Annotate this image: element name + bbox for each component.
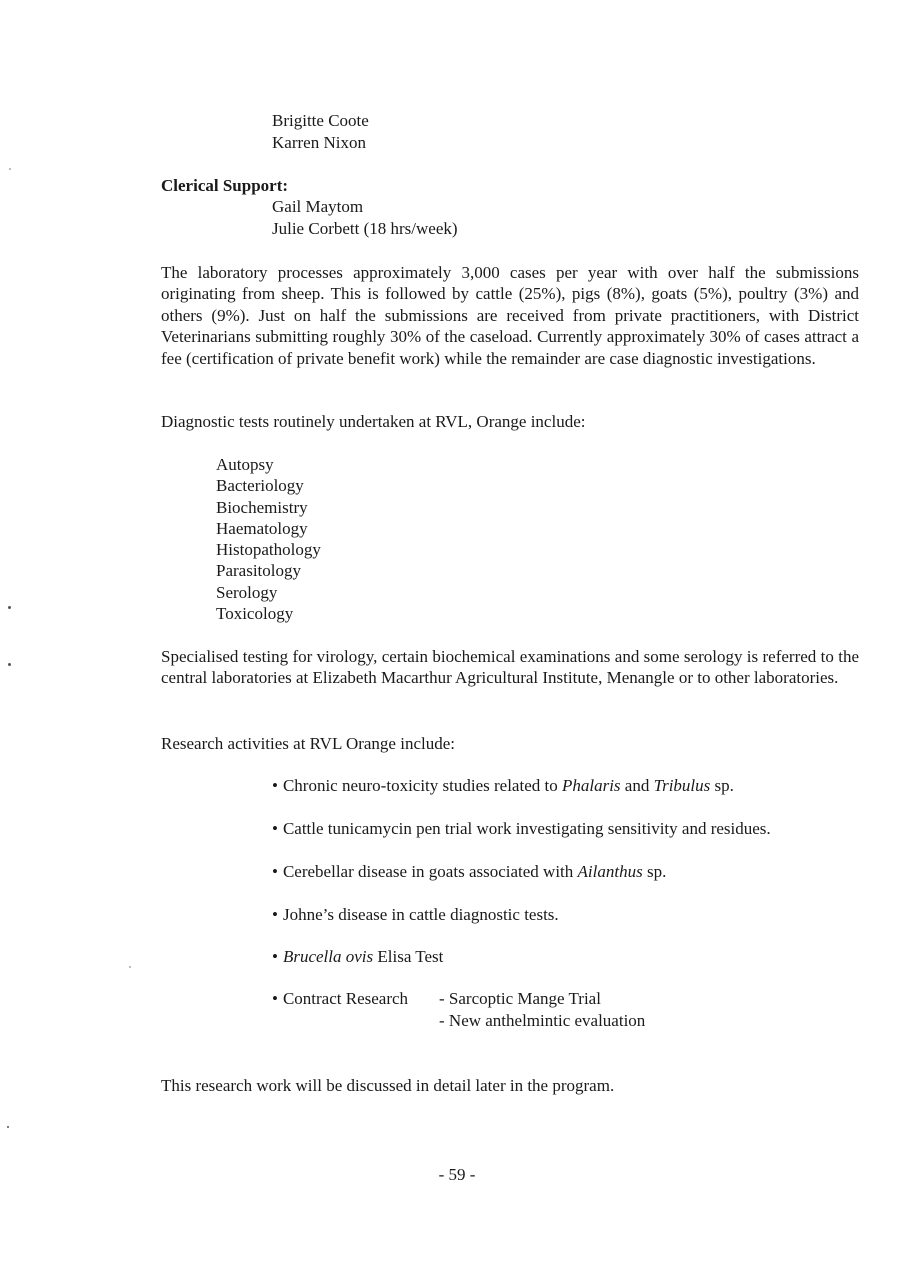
research-text: Elisa Test (373, 947, 444, 966)
clerical-names (272, 196, 458, 239)
research-item-contract (272, 988, 408, 1010)
list-item: Histopathology (216, 540, 321, 560)
bullet-icon: • (272, 947, 278, 966)
list-item: - Sarcoptic Mange Trial (439, 989, 601, 1008)
staff-name: Karren Nixon (272, 132, 366, 152)
specialised-testing-paragraph: Specialised testing for virology, certain biochemical examinations and some serology is referred to the central laboratories at Elizabeth Macarthur Agricultural Institute, Menangle or to other laboratories. (161, 647, 859, 688)
diagnostic-tests-intro: Diagnostic tests routinely undertaken at RVL, Orange include: (161, 412, 586, 431)
genus-name: Ailanthus (577, 862, 643, 881)
bullet-icon: • (272, 776, 278, 795)
clerical-support-heading: Clerical Support: (161, 176, 289, 195)
research-text: sp. (642, 862, 667, 881)
scan-speck (8, 663, 11, 666)
research-text: Cattle tunicamycin pen trial work investigating sensitivity and residues. (282, 819, 771, 838)
list-item: Haematology (216, 518, 308, 538)
clerical-name: Julie Corbett (18 hrs/week) (272, 218, 458, 238)
caseload-paragraph: The laboratory processes approximately 3,000 cases per year with over half the submissions originating from sheep. This is followed by cattle (25%), pigs (8%), goats (5%), poultry (3%) and others (9%). Just on half the submissions are received from private practitioners, with District Veterinarians submitting roughly 30% of the caseload. Currently approximately 30% of cases attract a fee (certification of private benefit work) while the remainder are case diagnostic investigations. (161, 263, 859, 368)
research-text: Johne’s disease in cattle diagnostic tests. (282, 905, 559, 924)
bullet-icon: • (272, 989, 278, 1008)
list-item: Autopsy (216, 455, 274, 474)
list-item: Parasitology (216, 561, 301, 581)
research-item-brucella (272, 946, 443, 968)
scan-speck (129, 966, 131, 968)
page-number: - 59 - (438, 1165, 476, 1184)
genus-name: Tribulus (653, 776, 711, 795)
list-item: - New anthelmintic evaluation (439, 1010, 646, 1030)
research-text: and (620, 776, 654, 795)
research-item-neurotoxicity (272, 775, 734, 797)
closing-paragraph: This research work will be discussed in detail later in the program. (161, 1076, 615, 1095)
list-item: Bacteriology (216, 476, 304, 496)
diagnostic-tests-list (216, 454, 321, 624)
research-item-johnes (272, 904, 559, 926)
genus-name: Phalaris (561, 776, 621, 795)
species-name: Brucella ovis (282, 947, 374, 966)
bullet-icon: • (272, 819, 278, 838)
research-item-cerebellar (272, 861, 666, 883)
staff-name: Brigitte Coote (272, 111, 369, 130)
research-text: Chronic neuro-toxicity studies related to (282, 776, 562, 795)
research-text: sp. (710, 776, 734, 795)
research-text: Cerebellar disease in goats associated with (282, 862, 578, 881)
list-item: Serology (216, 582, 278, 602)
scan-speck (7, 1126, 9, 1128)
clerical-name: Gail Maytom (272, 197, 364, 216)
staff-names-continued (272, 110, 369, 153)
scan-speck (9, 168, 11, 170)
list-item: Toxicology (216, 604, 294, 624)
research-text: Contract Research (282, 989, 409, 1008)
research-item-tunicamycin (272, 818, 771, 840)
bullet-icon: • (272, 862, 278, 881)
contract-research-subitems (439, 988, 645, 1031)
research-intro: Research activities at RVL Orange include: (161, 734, 455, 753)
scan-speck (8, 606, 11, 609)
list-item: Biochemistry (216, 497, 308, 517)
bullet-icon: • (272, 905, 278, 924)
